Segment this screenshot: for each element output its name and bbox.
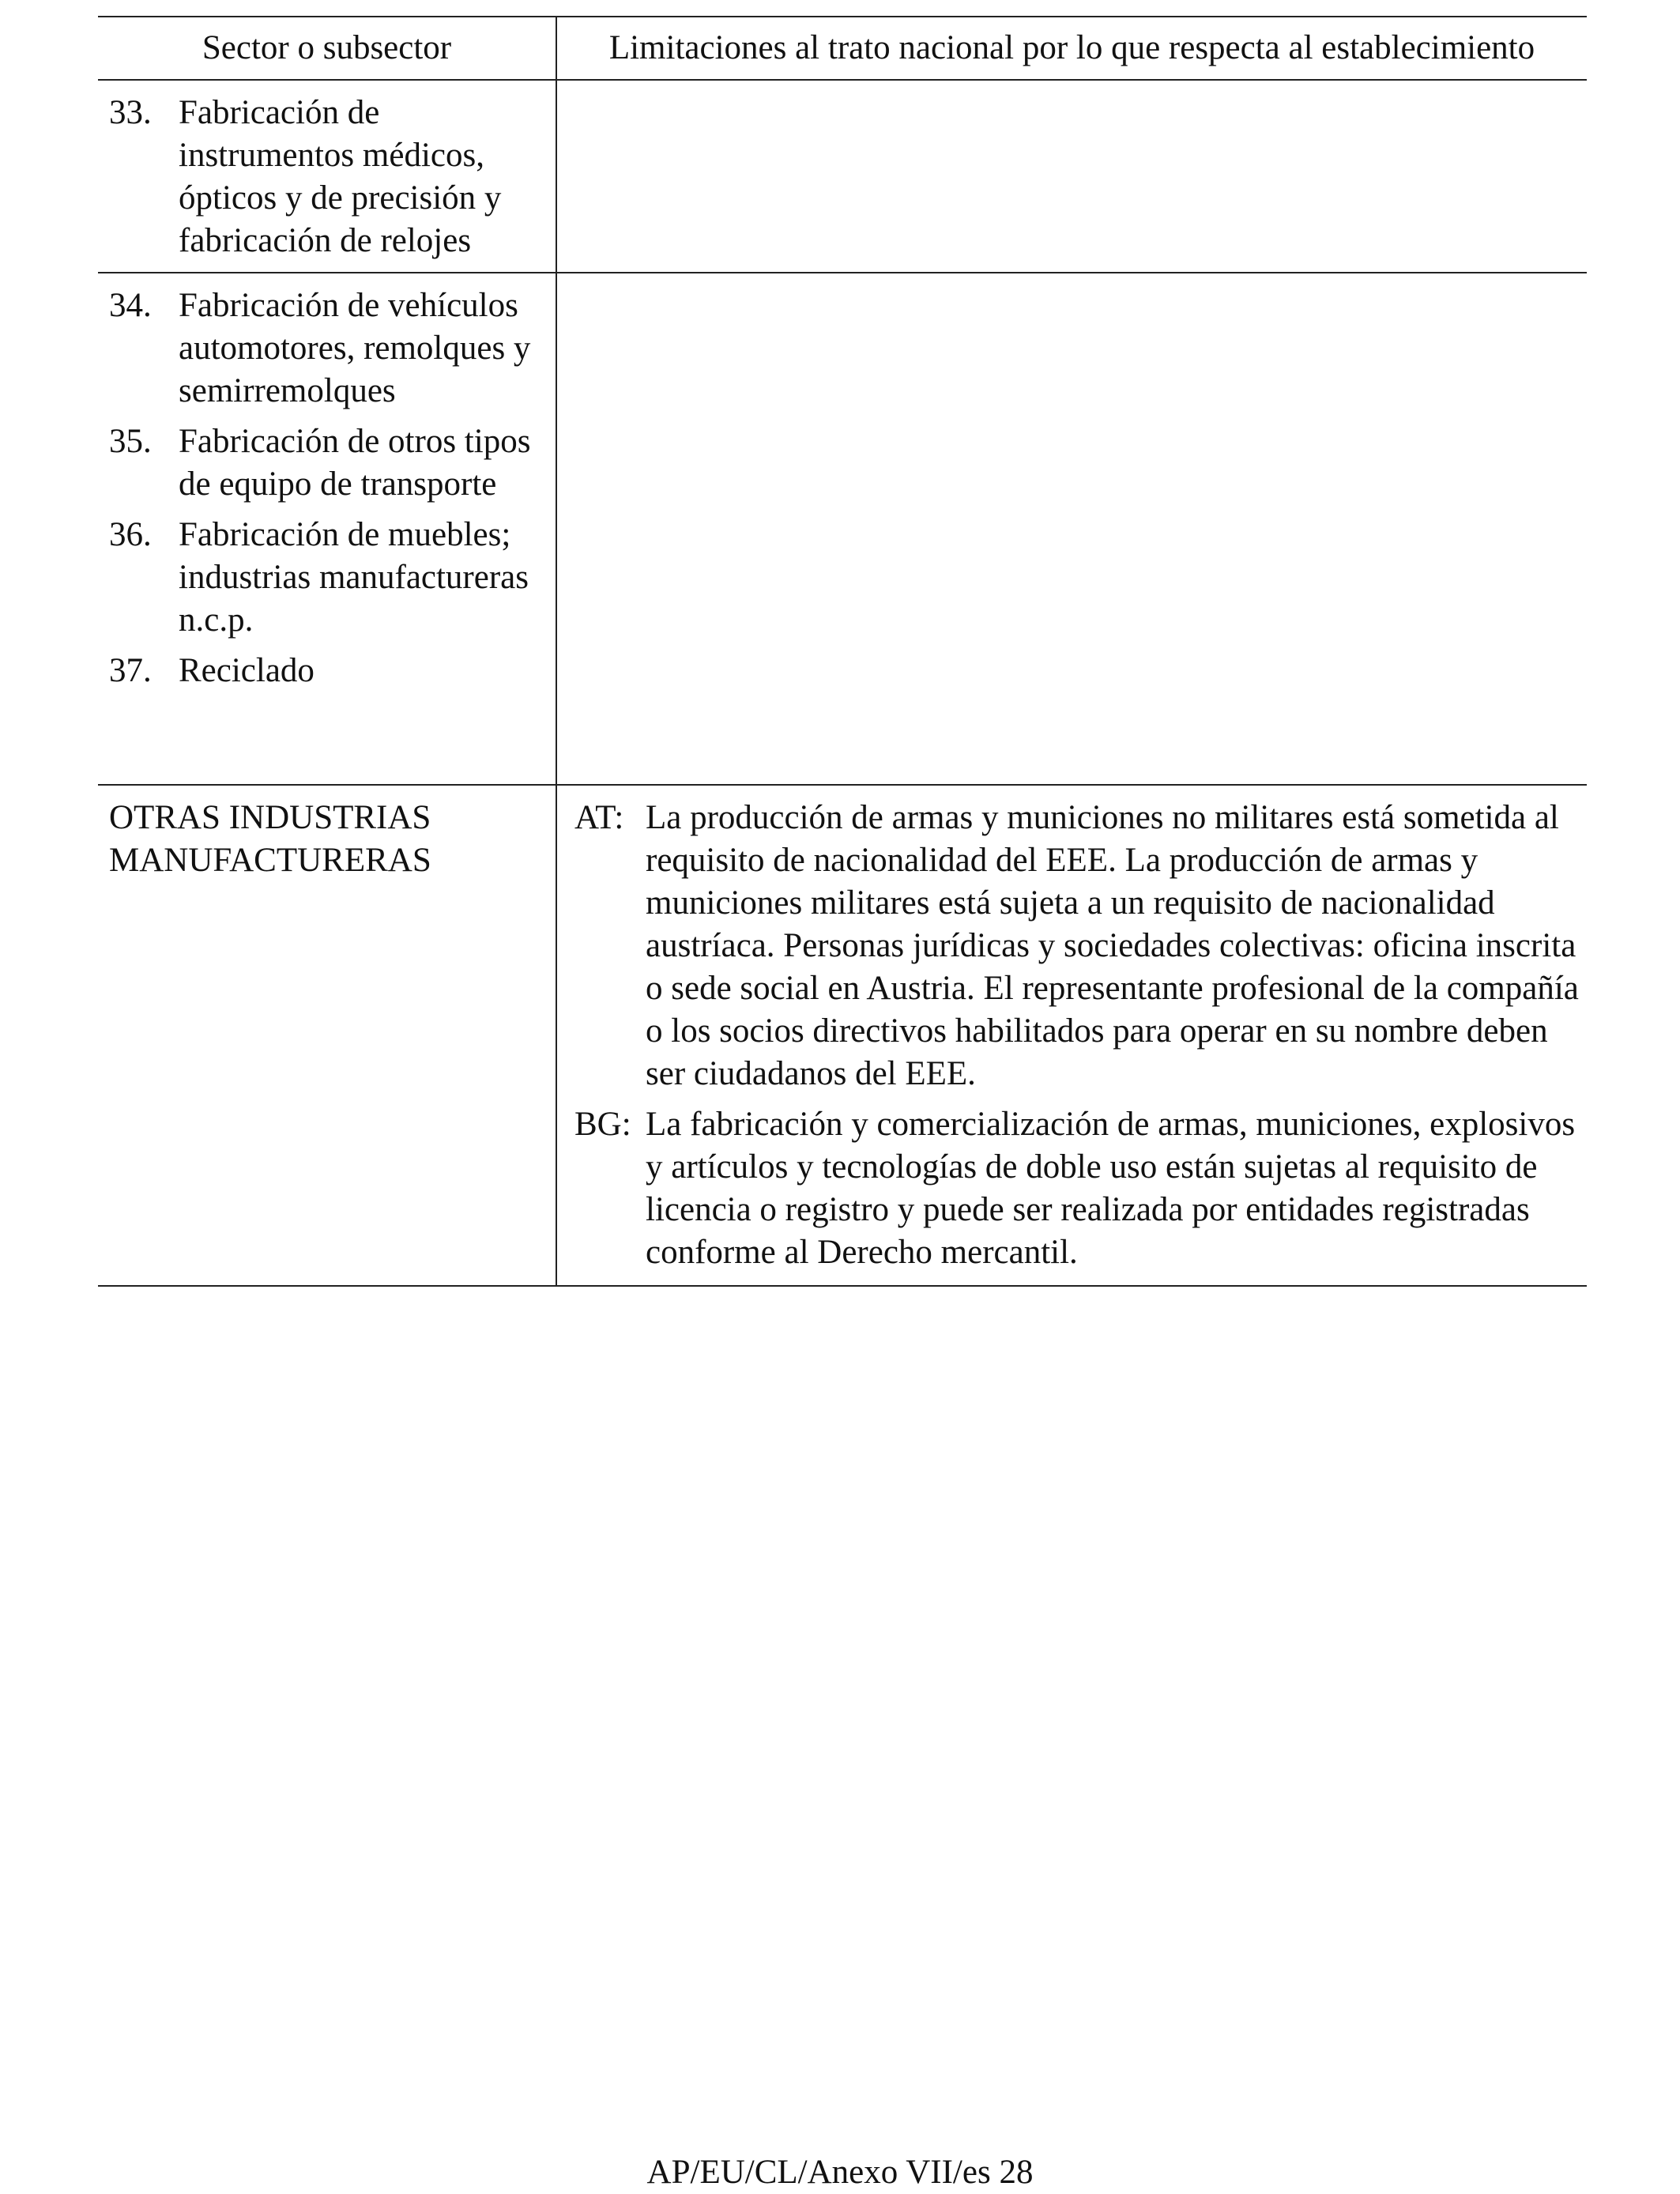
sector-number: 33. bbox=[109, 94, 152, 131]
sector-item bbox=[109, 514, 556, 642]
sector-name: Fabricación de otros tipos de equipo de transporte bbox=[179, 423, 531, 503]
limitations-cell-empty bbox=[556, 80, 1587, 273]
limitation-entry bbox=[574, 797, 1579, 1095]
limitation-text: La fabricación y comercialización de armas, municiones, explosivos y artículos y tecnologías de doble uso están sujetas al requisito de licencia o registro y puede ser realizada por entidades registradas conforme al Derecho mercantil. bbox=[646, 1106, 1576, 1271]
limitations-list bbox=[557, 786, 1587, 1285]
sector-number: 35. bbox=[109, 423, 152, 460]
limitation-text: La producción de armas y municiones no militares está sometida al requisito de nacionalidad del EEE. La producción de armas y municiones militares está sujeta a un requisito de nacionalidad austríaca. Personas jurídicas y sociedades colectivas: oficina inscrita o sede social en Austria. El representante profesional de la compañía o los socios directivos habilitados para operar en su nombre deben ser ciudadanos del EEE. bbox=[646, 799, 1579, 1092]
sector-heading bbox=[98, 786, 556, 882]
country-code: BG: bbox=[574, 1106, 631, 1143]
sector-item bbox=[109, 420, 556, 506]
sector-cell bbox=[98, 273, 556, 785]
page-footer-reference: AP/EU/CL/Anexo VII/es 28 bbox=[646, 2154, 1034, 2191]
sector-number: 34. bbox=[109, 287, 152, 324]
sector-item bbox=[109, 285, 556, 413]
sector-number: 36. bbox=[109, 516, 152, 553]
limitations-table bbox=[98, 16, 1587, 1287]
sector-cell bbox=[98, 80, 556, 273]
country-code: AT: bbox=[574, 799, 624, 836]
column-header-limitations: Limitaciones al trato nacional por lo que respecta al establecimiento bbox=[556, 17, 1587, 80]
sector-cell bbox=[98, 785, 556, 1286]
sector-list bbox=[98, 81, 556, 272]
sector-heading-line: OTRAS INDUSTRIAS bbox=[109, 799, 431, 836]
sector-name: Fabricación de instrumentos médicos, ópticos y de precisión y fabricación de relojes bbox=[179, 94, 502, 259]
table-row bbox=[98, 80, 1587, 273]
limitation-entry bbox=[574, 1103, 1579, 1274]
sector-name: Fabricación de vehículos automotores, remolques y semirremolques bbox=[179, 287, 531, 409]
limitations-cell bbox=[556, 785, 1587, 1286]
sector-item bbox=[109, 650, 556, 692]
sector-name: Reciclado bbox=[179, 652, 315, 689]
sector-list bbox=[98, 273, 556, 702]
sector-item bbox=[109, 92, 556, 262]
sector-number: 37. bbox=[109, 652, 152, 689]
table-row bbox=[98, 273, 1587, 785]
column-header-sector: Sector o subsector bbox=[98, 17, 556, 80]
sector-heading-line: MANUFACTURERAS bbox=[109, 842, 431, 879]
table-header-row bbox=[98, 17, 1587, 80]
table-row bbox=[98, 785, 1587, 1286]
limitations-cell-empty bbox=[556, 273, 1587, 785]
sector-name: Fabricación de muebles; industrias manufactureras n.c.p. bbox=[179, 516, 529, 639]
